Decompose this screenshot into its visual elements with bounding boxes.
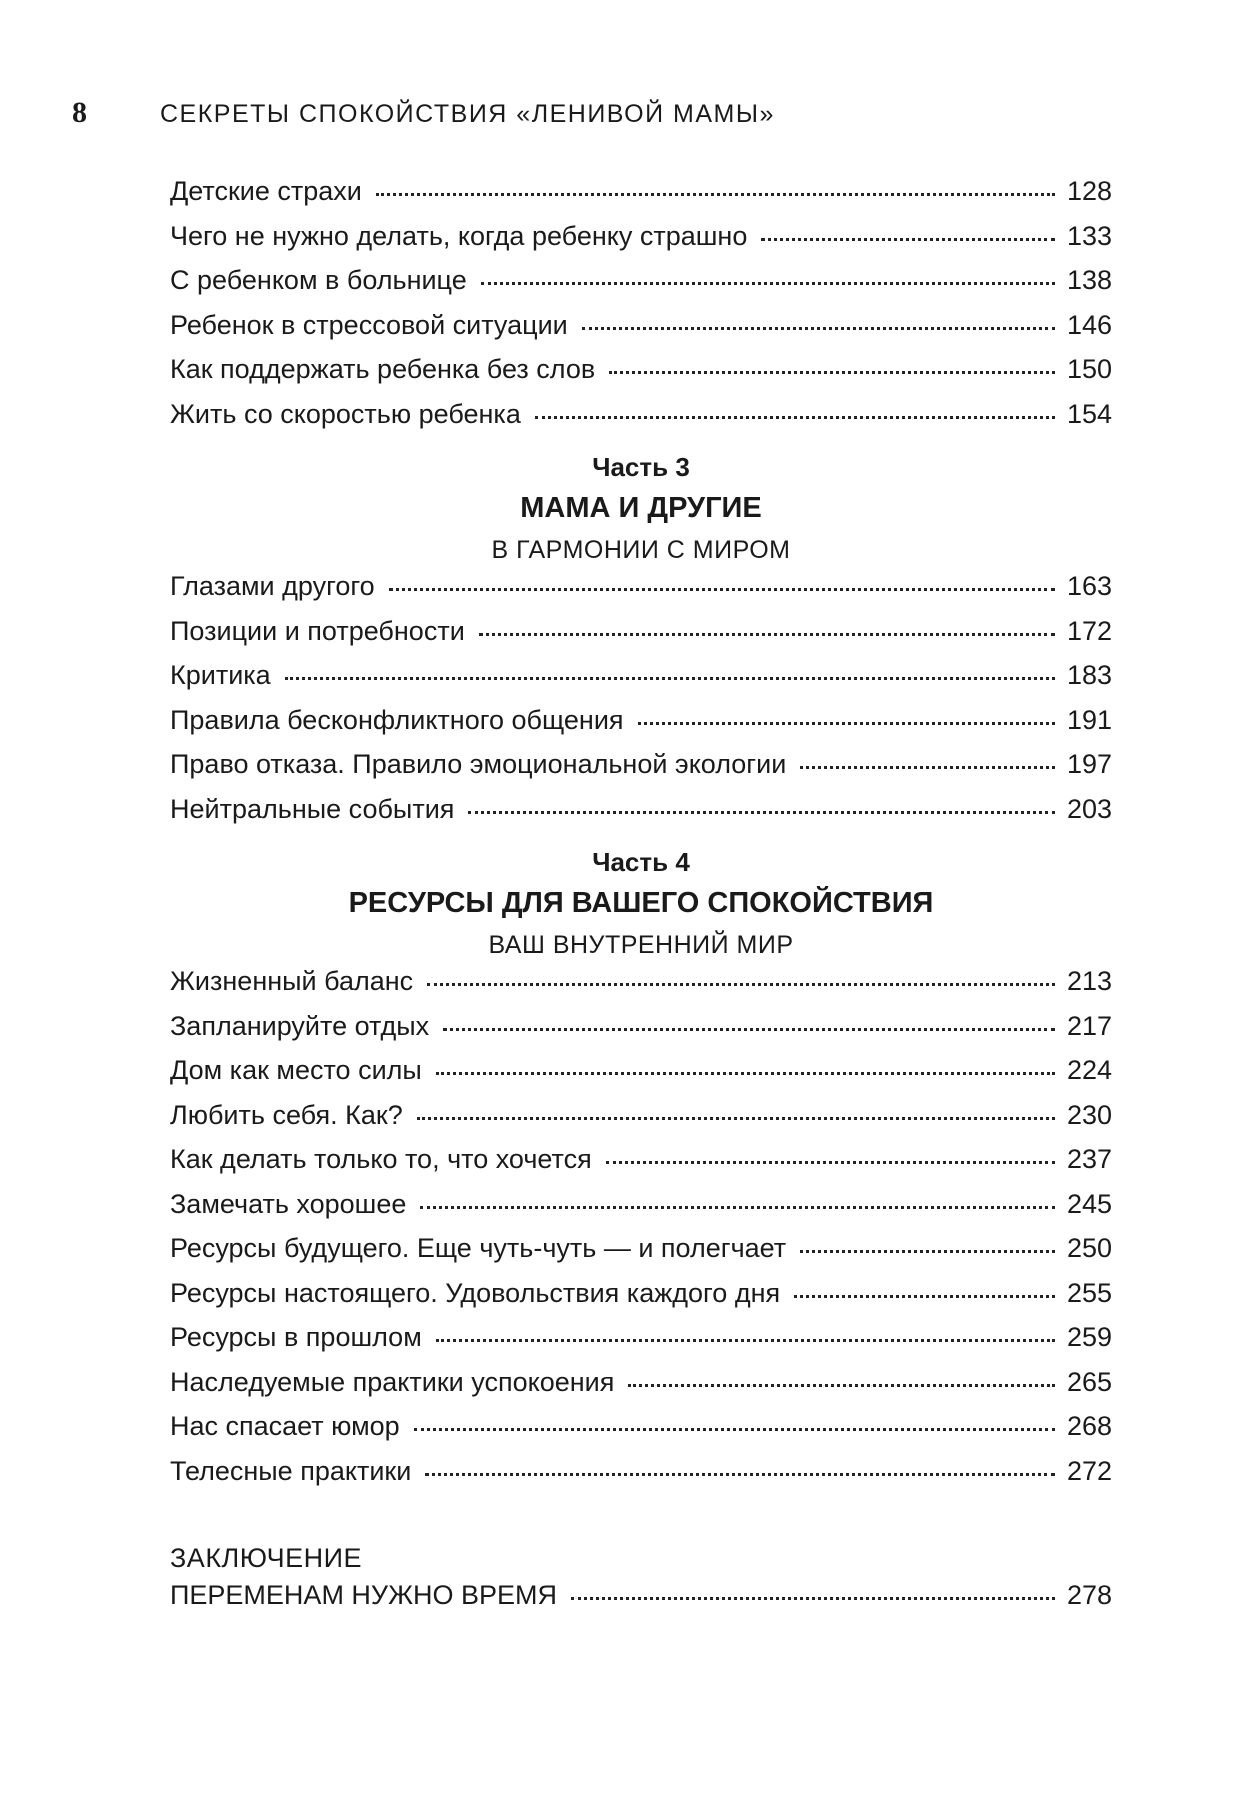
toc-entry-page: 250 [1066, 1233, 1112, 1263]
toc-entry-title: Жизненный баланс [170, 966, 414, 996]
table-of-contents [170, 176, 1112, 1625]
toc-entry-page: 213 [1066, 966, 1112, 996]
toc-entry-page: 128 [1066, 176, 1112, 206]
toc-entry[interactable] [170, 1580, 1112, 1625]
toc-entry-page: 217 [1066, 1010, 1112, 1041]
toc-entry-title: Жить со скоростью ребенка [170, 398, 521, 429]
toc-entry-page: 183 [1066, 660, 1112, 690]
toc-entry-page: 245 [1066, 1188, 1112, 1219]
toc-entry-page: 172 [1066, 615, 1112, 646]
dot-leader [479, 633, 1055, 636]
toc-entry[interactable] [170, 399, 1112, 444]
toc-entry-title: Ребенок в стрессовой ситуации [170, 309, 568, 340]
part-subtitle: В ГАРМОНИИ С МИРОМ [491, 536, 791, 564]
toc-entry-page: 203 [1066, 793, 1112, 824]
toc-entry-title: Наследуемые практики успокоения [170, 1366, 615, 1397]
conclusion-label: ЗАКЛЮЧЕНИЕ [170, 1543, 363, 1573]
toc-entry-page: 191 [1066, 704, 1112, 735]
part-4-heading [170, 842, 1112, 966]
toc-entry-page: 255 [1066, 1277, 1112, 1308]
part-label: Часть 4 [592, 847, 690, 877]
toc-entry-title: Глазами другого [170, 571, 375, 601]
toc-entry-title: Чего не нужно делать, когда ребенку страшно [170, 220, 748, 251]
dot-leader [609, 371, 1055, 374]
toc-entry[interactable] [170, 660, 1112, 705]
toc-entry[interactable] [170, 1189, 1112, 1234]
dot-leader [285, 677, 1055, 680]
toc-entry-title: Замечать хорошее [170, 1188, 407, 1219]
part-subtitle: ВАШ ВНУТРЕННИЙ МИР [488, 931, 794, 959]
toc-entry-title: Как поддержать ребенка без слов [170, 354, 596, 384]
toc-entry[interactable] [170, 1100, 1112, 1145]
dot-leader [436, 1339, 1055, 1342]
toc-entry[interactable] [170, 966, 1112, 1011]
dot-leader [436, 1072, 1055, 1075]
dot-leader [571, 1597, 1055, 1600]
toc-entry[interactable] [170, 176, 1112, 221]
toc-entry-title: Правила бесконфликтного общения [170, 704, 624, 735]
dot-leader [606, 1161, 1055, 1164]
toc-entry-title: ПЕРЕМЕНАМ НУЖНО ВРЕМЯ [170, 1580, 558, 1610]
toc-entry-title: Любить себя. Как? [170, 1099, 403, 1130]
toc-entry-title: Запланируйте отдых [170, 1010, 430, 1041]
page-number: 8 [72, 96, 87, 129]
dot-leader [443, 1028, 1055, 1031]
toc-entry-page: 133 [1066, 220, 1112, 251]
running-title: СЕКРЕТЫ СПОКОЙСТВИЯ «ЛЕНИВОЙ МАМЫ» [160, 100, 775, 128]
toc-entry-page: 224 [1066, 1055, 1112, 1085]
toc-entry[interactable] [170, 1233, 1112, 1278]
dot-leader [425, 1473, 1055, 1476]
part-title: МАМА И ДРУГИЕ [520, 492, 762, 524]
page-header [72, 96, 775, 130]
dot-leader [535, 416, 1055, 419]
toc-entry-title: Ресурсы настоящего. Удовольствия каждого дня [170, 1277, 781, 1308]
dot-leader [761, 238, 1055, 241]
toc-entry[interactable] [170, 794, 1112, 839]
toc-entry[interactable] [170, 1411, 1112, 1456]
toc-entry-title: Дом как место силы [170, 1055, 422, 1085]
toc-entry[interactable] [170, 571, 1112, 616]
toc-entry[interactable] [170, 354, 1112, 399]
dot-leader [628, 1384, 1055, 1387]
toc-entry-title: Как делать только то, что хочется [170, 1144, 592, 1174]
toc-entry[interactable] [170, 1055, 1112, 1100]
toc-entry-title: Детские страхи [170, 176, 362, 206]
toc-entry-page: 150 [1066, 354, 1112, 384]
toc-entry[interactable] [170, 1456, 1112, 1501]
toc-section-continued [170, 176, 1112, 443]
toc-entry[interactable] [170, 310, 1112, 355]
toc-entry-page: 237 [1066, 1144, 1112, 1174]
toc-entry-title: Нейтральные события [170, 793, 455, 824]
toc-entry-title: С ребенком в больнице [170, 265, 467, 295]
toc-entry-page: 146 [1066, 309, 1112, 340]
dot-leader [481, 282, 1055, 285]
toc-entry[interactable] [170, 1144, 1112, 1189]
toc-entry-page: 278 [1066, 1580, 1112, 1610]
dot-leader [376, 193, 1055, 196]
toc-part-3-entries [170, 571, 1112, 838]
toc-entry-page: 272 [1066, 1455, 1112, 1486]
toc-entry-page: 265 [1066, 1366, 1112, 1397]
toc-entry-title: Телесные практики [170, 1455, 412, 1486]
toc-entry[interactable] [170, 1011, 1112, 1056]
toc-entry[interactable] [170, 1322, 1112, 1367]
part-title: РЕСУРСЫ ДЛЯ ВАШЕГО СПОКОЙСТВИЯ [348, 887, 934, 919]
dot-leader [420, 1206, 1055, 1209]
toc-entry-title: Критика [170, 660, 271, 690]
part-3-heading [170, 447, 1112, 571]
toc-entry[interactable] [170, 705, 1112, 750]
toc-entry[interactable] [170, 1278, 1112, 1323]
dot-leader [794, 1295, 1055, 1298]
dot-leader [389, 588, 1055, 591]
toc-entry-title: Ресурсы в прошлом [170, 1322, 422, 1352]
dot-leader [427, 983, 1055, 986]
toc-entry-page: 138 [1066, 265, 1112, 295]
dot-leader [417, 1117, 1055, 1120]
toc-entry[interactable] [170, 265, 1112, 310]
toc-entry-title: Позиции и потребности [170, 615, 465, 646]
toc-entry[interactable] [170, 749, 1112, 794]
conclusion-section [170, 1536, 1112, 1625]
dot-leader [638, 722, 1055, 725]
toc-entry-title: Право отказа. Правило эмоциональной экологии [170, 749, 787, 779]
toc-entry[interactable] [170, 221, 1112, 266]
dot-leader [414, 1428, 1055, 1431]
dot-leader [800, 1250, 1055, 1253]
part-label: Часть 3 [592, 452, 690, 482]
toc-entry-page: 259 [1066, 1322, 1112, 1352]
dot-leader [582, 327, 1055, 330]
toc-entry-page: 154 [1066, 398, 1112, 429]
toc-entry[interactable] [170, 1367, 1112, 1412]
dot-leader [468, 811, 1055, 814]
toc-entry-title: Ресурсы будущего. Еще чуть-чуть — и полегчает [170, 1233, 787, 1263]
toc-entry-page: 163 [1066, 571, 1112, 601]
toc-part-4-entries [170, 966, 1112, 1500]
toc-entry-page: 197 [1066, 749, 1112, 779]
toc-entry-page: 230 [1066, 1099, 1112, 1130]
dot-leader [800, 766, 1055, 769]
toc-entry-title: Нас спасает юмор [170, 1411, 400, 1441]
toc-entry-page: 268 [1066, 1411, 1112, 1441]
toc-entry[interactable] [170, 616, 1112, 661]
